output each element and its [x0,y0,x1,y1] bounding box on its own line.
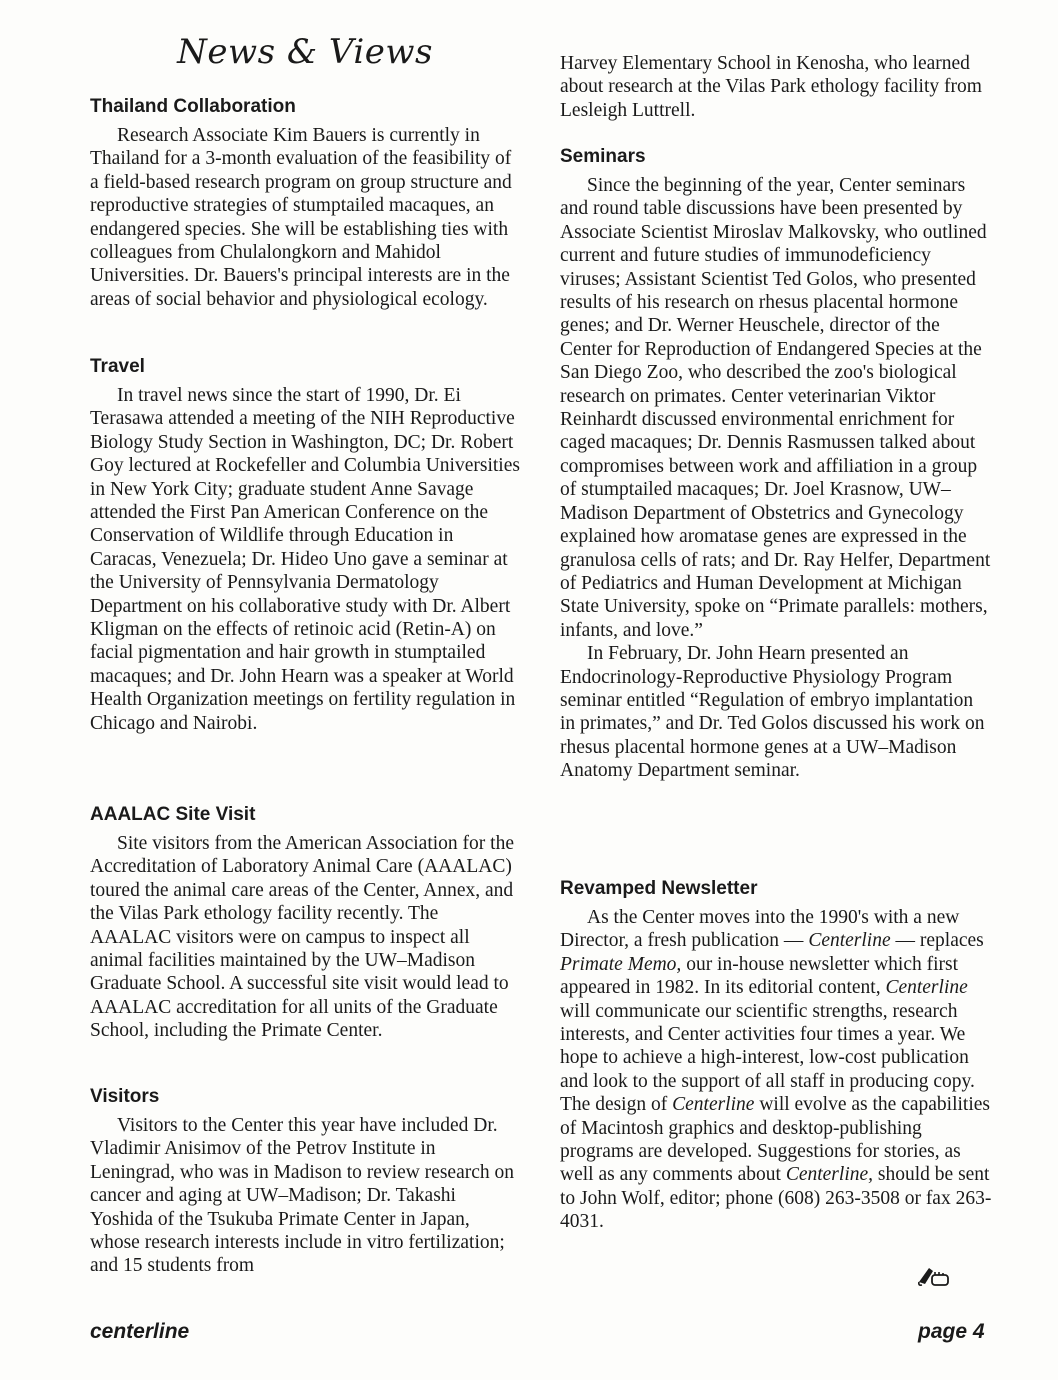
section-visitors [90,1086,520,1278]
section-body: Since the beginning of the year, Center seminars and round table discussions have been presented by Associate Scientist Miroslav Malkovsky, who outlined current and future studies of immunodeficiency viruses; Assistant Scientist Ted Golos, who presented results of his research on rhesus placental hormone genes; and Dr. Werner Heuschele, director of the Center for Reproduction of Endangered Species at the San Diego Zoo, who described the zoo's biological research on primates. Center veterinarian Viktor Reinhardt discussed environmental enrichment for caged macaques; Dr. Dennis Rasmussen talked about compromises between work and affiliation in a group of stumptailed macaques; Dr. Joel Krasnow, UW–Madison Department of Obstetrics and Gynecology explained how aromatase genes are expressed in the granulosa cells of rats; and Dr. Ray Helfer, Department of Pediatrics and Human Development at Michigan State University, spoke on “Primate parallels: mothers, infants, and love.” [560,175,991,641]
section-heading: Visitors [90,1086,160,1107]
section-body [560,906,992,1234]
body-text: will evolve as the capabilities of Macintosh graphics and desktop-publishing programs are developed. Suggestions for stories, as well as any comments about [560,1094,990,1186]
section-heading: AAALAC Site Visit [90,804,256,825]
body-text: should be sent to John Wolf, editor; phone (608) 263-3508 or fax 263-4031. [560,1164,992,1233]
footer-publication-name: centerline [90,1320,190,1343]
section-seminars [560,146,992,783]
section-body: In travel news since the start of 1990, Dr. Ei Terasawa attended a meeting of the NIH Reproductive Biology Study Section in Washington, DC; Dr. Robert Goy lectured at Rockefeller and Columbia Universities in New York City; graduate student Anne Savage attended the First Pan American Conference on the Conservation of Wildlife through Education in Caracas, Venezuela; Dr. Hideo Uno gave a seminar at the University of Pennsylvania Dermatology Department on his collaborative study with Dr. Albert Kligman on the effects of retinoic acid (Retin-A) on facial pigmentation and hair growth in stumptailed macaques; and Dr. John Hearn was a speaker at World Health Organization meetings on fertility regulation in Chicago and Nairobi. [90,385,520,734]
publication-title: Centerline [808,930,891,952]
section-body: In February, Dr. John Hearn presented an Endocrinology-Reproductive Physiology Program seminar entitled “Regulation of embryo implantation in primates,” and Dr. Ted Golos discussed his work on rhesus placental hormone genes at a UW–Madison Anatomy Department seminar. [560,643,985,782]
section-heading: Seminars [560,146,646,167]
section-newsletter [560,878,992,1234]
publication-title: Centerline [672,1094,755,1116]
section-body: Site visitors from the American Association for the Accreditation of Laboratory Animal Care (AAALAC) toured the animal care areas of the Center, Annex, and the Vilas Park ethology facility recently. The AAALAC visitors were on campus to inspect all animal facilities maintained by the UW–Madison Graduate School. A successful site visit would lead to AAALAC accreditation for all units of the Graduate School, including the Primate Center. [90,833,514,1042]
body-text: our in-house newsletter which first appeared in 1982. In its editorial content, [560,953,959,999]
publication-title: Centerline, [785,1164,874,1186]
section-body-continuation: Harvey Elementary School in Kenosha, who learned about research at the Vilas Park ethology facility from Lesleigh Luttrell. [560,53,982,121]
section-heading: Revamped Newsletter [560,878,758,899]
section-body: Visitors to the Center this year have included Dr. Vladimir Anisimov of the Petrov Institute in Leningrad, who was in Madison to review research on cancer and aging at UW–Madison; Dr. Takashi Yoshida of the Tsukuba Primate Center in Japan, whose research interests include in vitro fertilization; and 15 students from [90,1115,515,1277]
masthead-title: News & Views [177,32,433,72]
publication-title: Centerline [885,977,968,999]
publication-title: Primate Memo, [560,953,682,975]
section-thailand [90,96,520,311]
section-visitors-continued [560,52,992,122]
section-aaalac [90,804,520,1043]
section-travel [90,356,520,735]
body-text: As the Center moves into the 1990's with a new Director, a fresh publication — [560,907,960,952]
body-text: will communicate our scientific strengths, research interests, and Center activities four times a year. We hope to achieve a high-interest, low-cost publication and look to the support of all staff in producing copy. The design of [560,1000,975,1116]
body-text: — replaces [890,930,984,952]
footer-page-number: page 4 [918,1320,985,1343]
section-heading: Thailand Collaboration [90,96,296,117]
writing-hand-icon [915,1262,955,1288]
section-heading: Travel [90,356,145,377]
section-body: Research Associate Kim Bauers is currently in Thailand for a 3-month evaluation of the feasibility of a field-based research program on group structure and reproductive strategies of stumptailed macaques, an endangered species. She will be establishing ties with colleagues from Chulalongkorn and Mahidol Universities. Dr. Bauers's principal interests are in the areas of social behavior and physiological ecology. [90,125,512,310]
